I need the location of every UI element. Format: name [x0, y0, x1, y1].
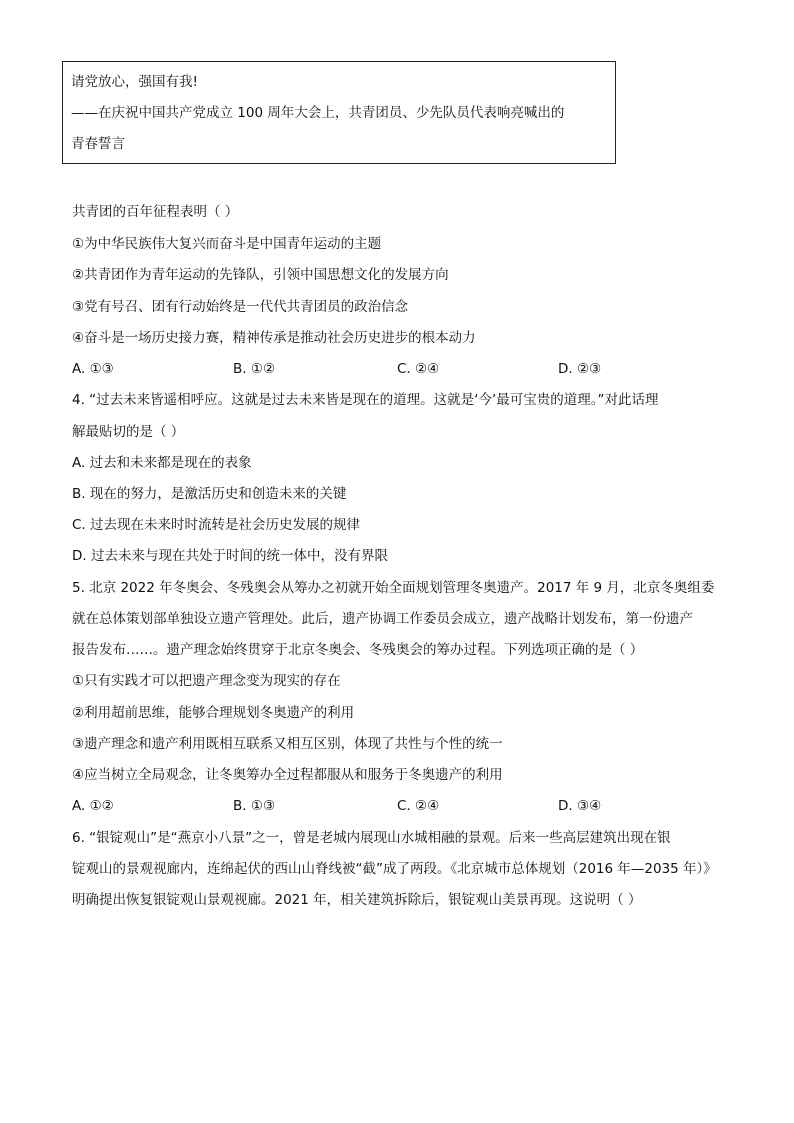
q3-statement-4: ④奋斗是一场历史接力赛，精神传承是推动社会历史进步的根本动力 — [72, 330, 476, 346]
q5-options — [72, 797, 632, 815]
q5-stem-line-1: 5. 北京 2022 年冬奥会、冬残奥会从筹办之初就开始全面规划管理冬奥遗产。2017 年 9 月，北京冬奥组委 — [72, 580, 715, 596]
q3-stem: 共青团的百年征程表明（ ） — [72, 204, 239, 220]
q4-option-d: D. 过去未来与现在共处于时间的统一体中，没有界限 — [72, 548, 388, 564]
q5-stem-line-3: 报告发布……。遗产理念始终贯穿于北京冬奥会、冬残奥会的筹办过程。下列选项正确的是（ ） — [72, 642, 644, 658]
q4-option-a: A. 过去和未来都是现在的表象 — [72, 455, 252, 471]
q4-stem-line-1: 4. “过去未来皆遥相呼应。这就是过去未来皆是现在的道理。这就是‘今’最可宝贵的道理。”对此话理 — [72, 392, 659, 408]
q3-option-b: B. ①② — [233, 361, 276, 377]
q3-statement-1: ①为中华民族伟大复兴而奋斗是中国青年运动的主题 — [72, 236, 382, 252]
q5-stem-line-2: 就在总体策划部单独设立遗产管理处。此后，遗产协调工作委员会成立，遗产战略计划发布，第一份遗产 — [72, 611, 693, 627]
q3-option-d: D. ②③ — [558, 361, 602, 377]
q3-option-c: C. ②④ — [397, 361, 440, 377]
q6-stem-line-1: 6. “银锭观山”是“燕京小八景”之一，曾是老城内展现山水城相融的景观。后来一些高层建筑出现在银 — [72, 830, 671, 846]
q3-options — [72, 360, 632, 378]
quote-line-2: ——在庆祝中国共产党成立 100 周年大会上，共青团员、少先队员代表响亮喊出的 — [71, 105, 565, 121]
q3-option-a: A. ①③ — [72, 361, 114, 377]
q5-option-d: D. ③④ — [558, 798, 602, 814]
q3-statement-2: ②共青团作为青年运动的先锋队，引领中国思想文化的发展方向 — [72, 267, 449, 283]
q5-option-a: A. ①② — [72, 798, 114, 814]
q6-stem-line-3: 明确提出恢复银锭观山景观视廊。2021 年，相关建筑拆除后，银锭观山美景再现。这说明（ ） — [72, 892, 642, 908]
q4-option-c: C. 过去现在未来时时流转是社会历史发展的规律 — [72, 517, 361, 533]
q5-statement-4: ④应当树立全局观念，让冬奥筹办全过程都服从和服务于冬奥遗产的利用 — [72, 767, 503, 783]
q5-option-b: B. ①③ — [233, 798, 276, 814]
q5-statement-2: ②利用超前思维，能够合理规划冬奥遗产的利用 — [72, 705, 355, 721]
quote-line-1: 请党放心，强国有我! — [71, 74, 198, 90]
q5-statement-3: ③遗产理念和遗产利用既相互联系又相互区别，体现了共性与个性的统一 — [72, 736, 503, 752]
q4-option-b: B. 现在的努力，是激活历史和创造未来的关键 — [72, 486, 347, 502]
q6-stem-line-2: 锭观山的景观视廊内，连绵起伏的西山山脊线被“截”成了两段。《北京城市总体规划（2016 年—2035 年）》 — [72, 861, 717, 877]
q5-statement-1: ①只有实践才可以把遗产理念变为现实的存在 — [72, 673, 341, 689]
q5-option-c: C. ②④ — [397, 798, 440, 814]
quote-line-3: 青春誓言 — [71, 136, 125, 152]
q3-statement-3: ③党有号召、团有行动始终是一代代共青团员的政治信念 — [72, 299, 409, 315]
q4-stem-line-2: 解最贴切的是（ ） — [72, 424, 185, 440]
